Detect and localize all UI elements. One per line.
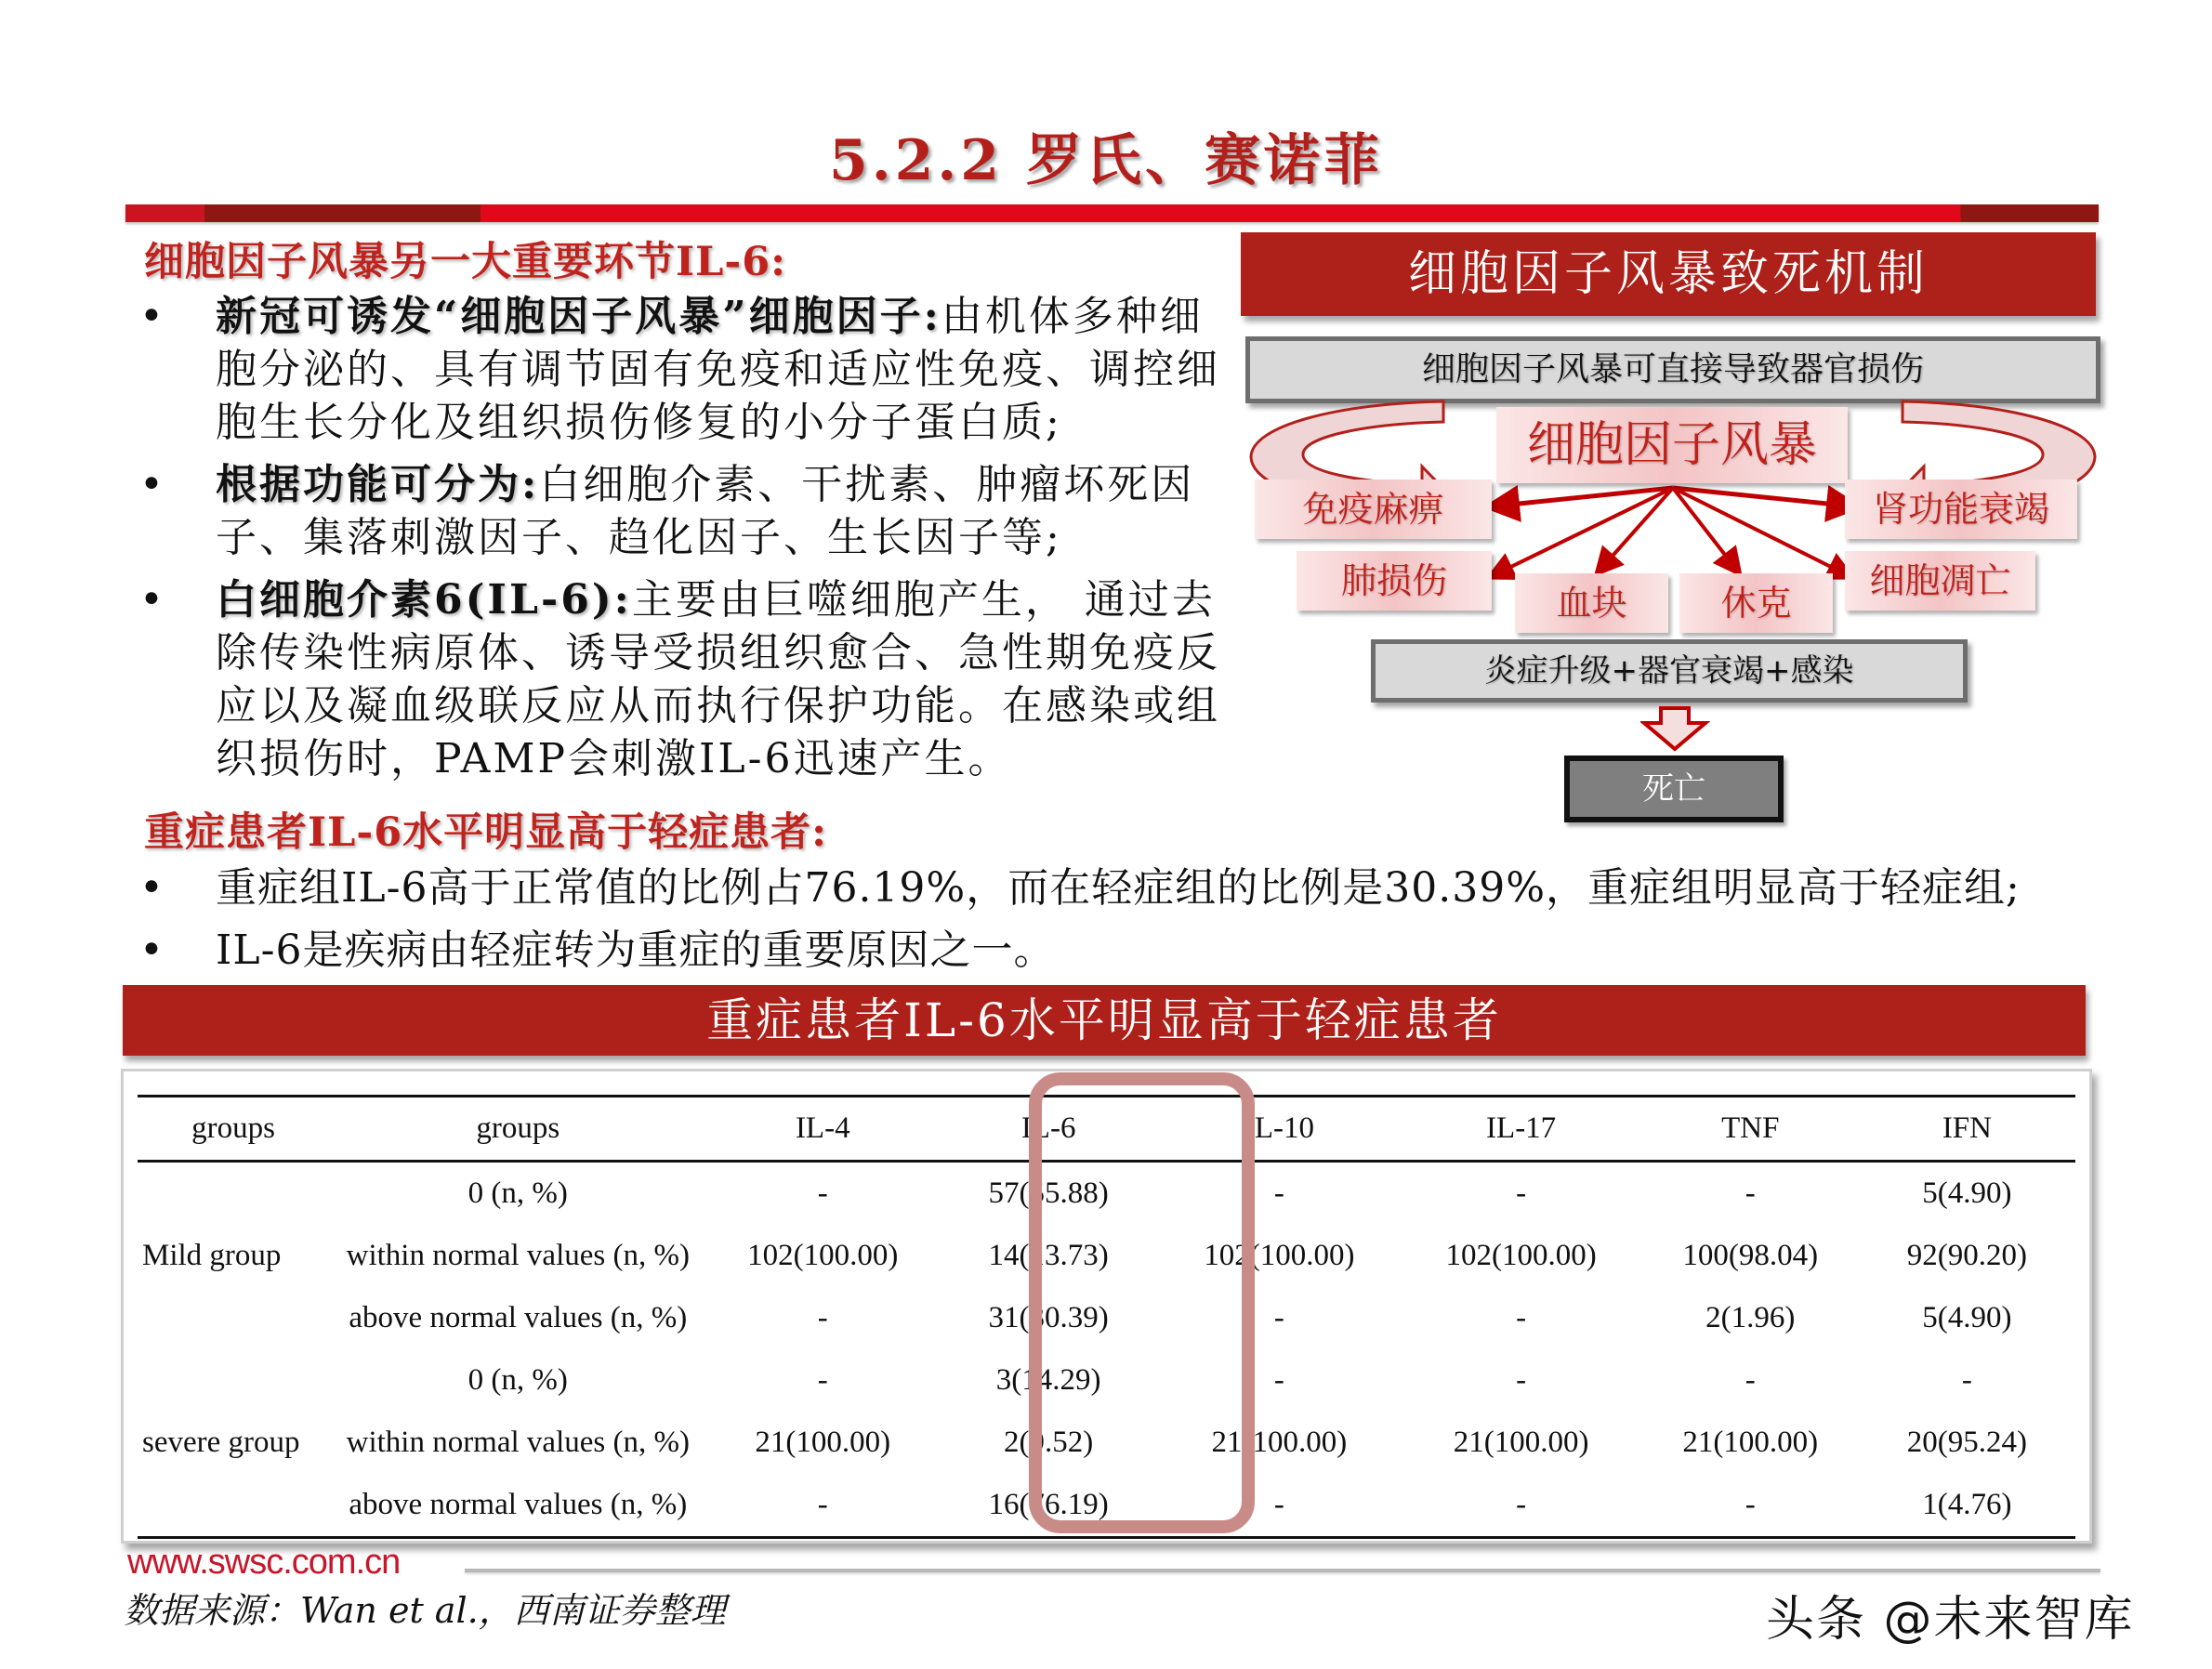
cell: - [1745, 1363, 1756, 1397]
cell: - [817, 1176, 828, 1210]
bullet-item [139, 458, 1227, 564]
table-header-row [138, 1097, 2075, 1162]
cell: 2(9.52) [1004, 1426, 1094, 1459]
cell: 3(14.29) [995, 1363, 1101, 1397]
table-row [138, 1225, 2075, 1287]
cytokine-table-container [121, 1069, 2092, 1544]
diagram-title: 细胞因子风暴致死机制 [1241, 232, 2096, 316]
table-banner: 重症患者IL-6水平明显高于轻症患者 [123, 985, 2086, 1056]
bullet-lead: 新冠可诱发“细胞因子风暴”细胞因子: [216, 293, 941, 340]
diagram-center-cytokine-storm: 细胞因子风暴 [1496, 407, 1848, 483]
diagram-bottom-box: 炎症升级+器官衰竭+感染 [1371, 639, 1968, 703]
cell: above normal values (n, %) [329, 1474, 707, 1538]
cell: - [817, 1363, 828, 1397]
bullet-dot-icon: • [139, 926, 165, 974]
header-subgroups: groups [329, 1097, 707, 1162]
cell: 5(4.90) [1922, 1176, 2012, 1210]
effect-kidney-failure: 肾功能衰竭 [1845, 480, 2077, 539]
cell: - [1158, 1474, 1400, 1538]
section-heading-il6: 细胞因子风暴另一大重要环节IL-6: [144, 239, 786, 285]
cell: 21(100.00) [755, 1426, 891, 1459]
table-row [138, 1349, 2075, 1412]
cell: - [1961, 1363, 1972, 1397]
bullet-dot-icon: • [139, 864, 165, 912]
cell: 20(95.24) [1906, 1426, 2028, 1459]
cell [138, 1474, 329, 1538]
bullet-text: 由机体多种细胞分泌的、具有调节固有免疫和适应性免疫、调控细胞生长分化及组织损伤修复的小分子蛋白质; [216, 293, 1220, 446]
cell: 92(90.20) [1906, 1239, 2028, 1272]
bullet-text: 主要由巨噬细胞产生， 通过去除传染性病原体、诱导受损组织愈合、急性期免疫反应以及凝血级联反应从而执行保护功能。在感染或组织损伤时，PAMP会刺激IL-6迅速产生。 [216, 576, 1220, 782]
bullet-text: 白细胞介素、干扰素、肿瘤坏死因子、集落刺激因子、趋化因子、生长因子等; [216, 461, 1195, 561]
group-label-mild: Mild group [142, 1239, 282, 1272]
cell [138, 1349, 329, 1412]
bullet-text: 重症组IL-6高于正常值的比例占76.19%，而在轻症组的比例是30.39%，重症组明显高于轻症组; [216, 864, 2021, 912]
cell [138, 1287, 329, 1349]
table-row [138, 1162, 2075, 1226]
watermark: 头条 @未来智库 [1766, 1592, 2135, 1648]
cell: 21(100.00) [1211, 1426, 1348, 1459]
cell: - [1273, 1363, 1284, 1397]
cell: 102(100.00) [747, 1239, 899, 1272]
header-il17: IL-17 [1401, 1097, 1642, 1162]
bullet-text: IL-6是疾病由轻症转为重症的重要原因之一。 [216, 926, 1056, 974]
cell: - [1516, 1301, 1527, 1334]
diagram-top-box: 细胞因子风暴可直接导致器官损伤 [1245, 336, 2100, 403]
bullet-list-cytokine [139, 290, 1227, 785]
cell: 0 (n, %) [467, 1176, 568, 1210]
cell: 1(4.76) [1859, 1474, 2075, 1538]
cell: 21(100.00) [1453, 1426, 1589, 1459]
effect-cell-death: 细胞凋亡 [1845, 551, 2035, 611]
cell: 0 (n, %) [467, 1363, 568, 1397]
header-tnf: TNF [1642, 1097, 1859, 1162]
bullet-item [139, 861, 2138, 914]
table-row [138, 1287, 2075, 1349]
cell: - [707, 1474, 939, 1538]
cell: - [1273, 1176, 1284, 1210]
cell: 102(100.00) [1204, 1239, 1355, 1272]
header-ifn: IFN [1859, 1097, 2075, 1162]
cell: - [817, 1301, 828, 1334]
cell: - [1401, 1474, 1642, 1538]
cell: above normal values (n, %) [349, 1301, 688, 1334]
cell: 5(4.90) [1922, 1301, 2012, 1334]
bullet-lead: 根据功能可分为: [216, 461, 540, 508]
footer-url-link[interactable]: www.swsc.com.cn [127, 1543, 401, 1582]
cell: 2(1.96) [1705, 1301, 1796, 1334]
header-groups: groups [138, 1097, 329, 1162]
bullet-lead: 白细胞介素6(IL-6): [216, 576, 632, 624]
cell: within normal values (n, %) [346, 1426, 690, 1459]
cell: 31(30.39) [988, 1301, 1109, 1334]
section-heading-severe: 重症患者IL-6水平明显高于轻症患者: [144, 809, 827, 856]
table-row [138, 1474, 2075, 1538]
cell: within normal values (n, %) [346, 1239, 690, 1272]
cell: - [1642, 1474, 1859, 1538]
cell: 57(55.88) [988, 1176, 1109, 1210]
cytokine-table [138, 1095, 2075, 1539]
group-label-severe: severe group [142, 1426, 300, 1459]
cell: 16(76.19) [939, 1474, 1158, 1538]
effect-lung-injury: 肺损伤 [1297, 551, 1492, 611]
cell: 21(100.00) [1682, 1426, 1819, 1459]
cell: 14(13.73) [988, 1239, 1109, 1272]
effect-immune-paralysis: 免疫麻痹 [1255, 480, 1492, 539]
page-title: 5.2.2 罗氏、赛诺菲 [829, 128, 1383, 193]
cell [138, 1162, 329, 1226]
bullet-item [139, 924, 2138, 977]
header-il6: IL-6 [939, 1097, 1158, 1162]
data-source-note: 数据来源：Wan et al.，西南证券整理 [124, 1590, 726, 1631]
down-arrow-icon [1640, 706, 1710, 753]
bullet-item [139, 290, 1227, 449]
cell: - [1273, 1301, 1284, 1334]
cell: - [1516, 1176, 1527, 1210]
cell: 102(100.00) [1445, 1239, 1597, 1272]
bullet-item [139, 573, 1227, 785]
bullet-dot-icon: • [139, 293, 166, 340]
header-il10: IL-10 [1158, 1097, 1400, 1162]
bullet-list-severe [139, 861, 2138, 977]
cell: - [1516, 1363, 1527, 1397]
header-il4: IL-4 [707, 1097, 939, 1162]
cell: 100(98.04) [1682, 1239, 1819, 1272]
footer-divider [465, 1569, 2100, 1572]
effect-shock: 休克 [1679, 573, 1833, 633]
table-row [138, 1412, 2075, 1474]
cell: - [1745, 1176, 1756, 1210]
effect-blood-clot: 血块 [1515, 573, 1668, 633]
bullet-dot-icon: • [139, 461, 166, 508]
title-divider-bar [125, 204, 2099, 222]
bullet-dot-icon: • [139, 576, 166, 624]
diagram-death-box: 死亡 [1564, 756, 1784, 822]
